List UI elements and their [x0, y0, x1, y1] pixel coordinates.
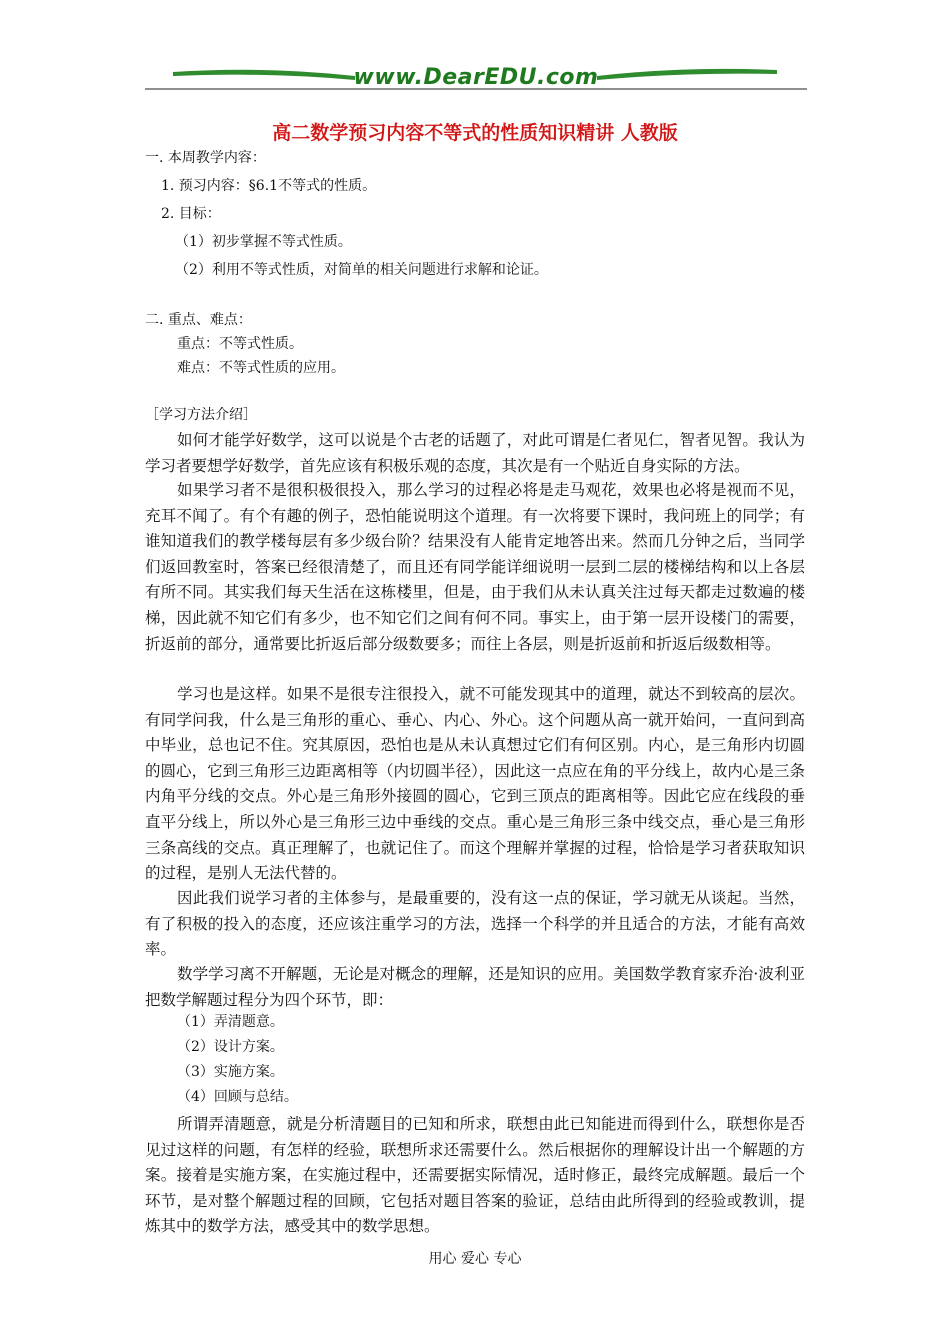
- paragraph-3: 学习也是这样。如果不是很专注很投入，就不可能发现其中的道理，就达不到较高的层次。有同学问我，什么是三角形的重心、垂心、内心、外心。这个问题从高一就开始问，一直问到高中毕业，总也记不住。究其原因，恐怕也是从未认真想过它们有何区别。内心，是三角形内切圆的圆心，它到三角形三边距离相等（内切圆半径），因此这一点应在角的平分线上，故内心是三条内角平分线的交点。外心是三角形外接圆的圆心，它到三顶点的距离相等。因此它应在线段的垂直平分线上，所以外心是三角形三边中垂线的交点。重心是三角形三条中线交点，垂心是三角形三条高线的交点。真正理解了，也就记住了。而这个理解并掌握的过程，恰恰是学习者获取知识的过程，是别人无法代替的。: [145, 685, 805, 883]
- step-1: （1）弄清题意。: [177, 1014, 284, 1030]
- key-point: 重点：不等式性质。: [177, 336, 303, 352]
- paragraph-4: 因此我们说学习者的主体参与，是最重要的，没有这一点的保证，学习就无从谈起。当然，有了积极的投入的态度，还应该注重学习的方法，选择一个科学的并且适合的方法，才能有高效率。: [145, 889, 805, 959]
- paragraph-5: 数学学习离不开解题，无论是对概念的理解，还是知识的应用。美国数学教育家乔治·波利亚把数学解题过程分为四个环节，即：: [145, 965, 805, 1009]
- step-2: （2）设计方案。: [177, 1039, 284, 1055]
- method-heading: ［学习方法介绍］: [145, 407, 257, 423]
- paragraph-1: 如何才能学好数学，这可以说是个古老的话题了，对此可谓是仁者见仁，智者见智。我认为学习者要想学好数学，首先应该有积极乐观的态度，其次是有一个贴近自身实际的方法。: [145, 431, 805, 475]
- goal-2: （2）利用不等式性质，对简单的相关问题进行求解和论证。: [175, 262, 548, 278]
- difficulty-point: 难点：不等式性质的应用。: [177, 360, 345, 376]
- site-logo[interactable]: www.DearEDU.com: [353, 65, 599, 90]
- section2-heading: 二. 重点、难点：: [145, 312, 252, 328]
- section1-item1: 1. 预习内容：§6.1不等式的性质。: [161, 178, 377, 194]
- footer-slogan: 用心 爱心 专心: [428, 1251, 522, 1267]
- paragraph-2: 如果学习者不是很积极很投入，那么学习的过程必将是走马观花，效果也必将是视而不见，充耳不闻了。有个有趣的例子，恐怕能说明这个道理。有一次将要下课时，我问班上的同学；有谁知道我们的教学楼每层有多少级台阶？结果没有人能肯定地答出来。然而几分钟之后，当同学们返回教室时，答案已经很清楚了，而且还有同学能详细说明一层到二层的楼梯结构和以上各层有所不同。其实我们每天生活在这栋楼里，但是，由于我们从未认真关注过每天都走过数遍的楼梯，因此就不知它们有多少，也不知它们之间有何不同。事实上，由于第一层开设楼门的需要，折返前的部分，通常要比折返后部分级数要多；而往上各层，则是折返前和折返后级数相等。: [145, 481, 805, 653]
- step-3: （3）实施方案。: [177, 1064, 284, 1080]
- step-4: （4）回顾与总结。: [177, 1089, 298, 1105]
- header-banner: [145, 62, 807, 94]
- paragraph-6: 所谓弄清题意，就是分析清题目的已知和所求，联想由此已知能进而得到什么，联想你是否见过这样的问题，有怎样的经验，联想所求还需要什么。然后根据你的理解设计出一个解题的方案。接着是实施方案，在实施过程中，还需要据实际情况，适时修正，最终完成解题。最后一个环节，是对整个解题过程的回顾，它包括对题目答案的验证，总结由此所得到的经验或教训，提炼其中的数学方法，感受其中的数学思想。: [145, 1115, 805, 1236]
- section1-heading: 一. 本周教学内容：: [145, 150, 266, 166]
- section1-item2: 2. 目标：: [161, 206, 221, 222]
- page-title: 高二数学预习内容不等式的性质知识精讲 人教版: [272, 122, 678, 144]
- goal-1: （1）初步掌握不等式性质。: [175, 234, 352, 250]
